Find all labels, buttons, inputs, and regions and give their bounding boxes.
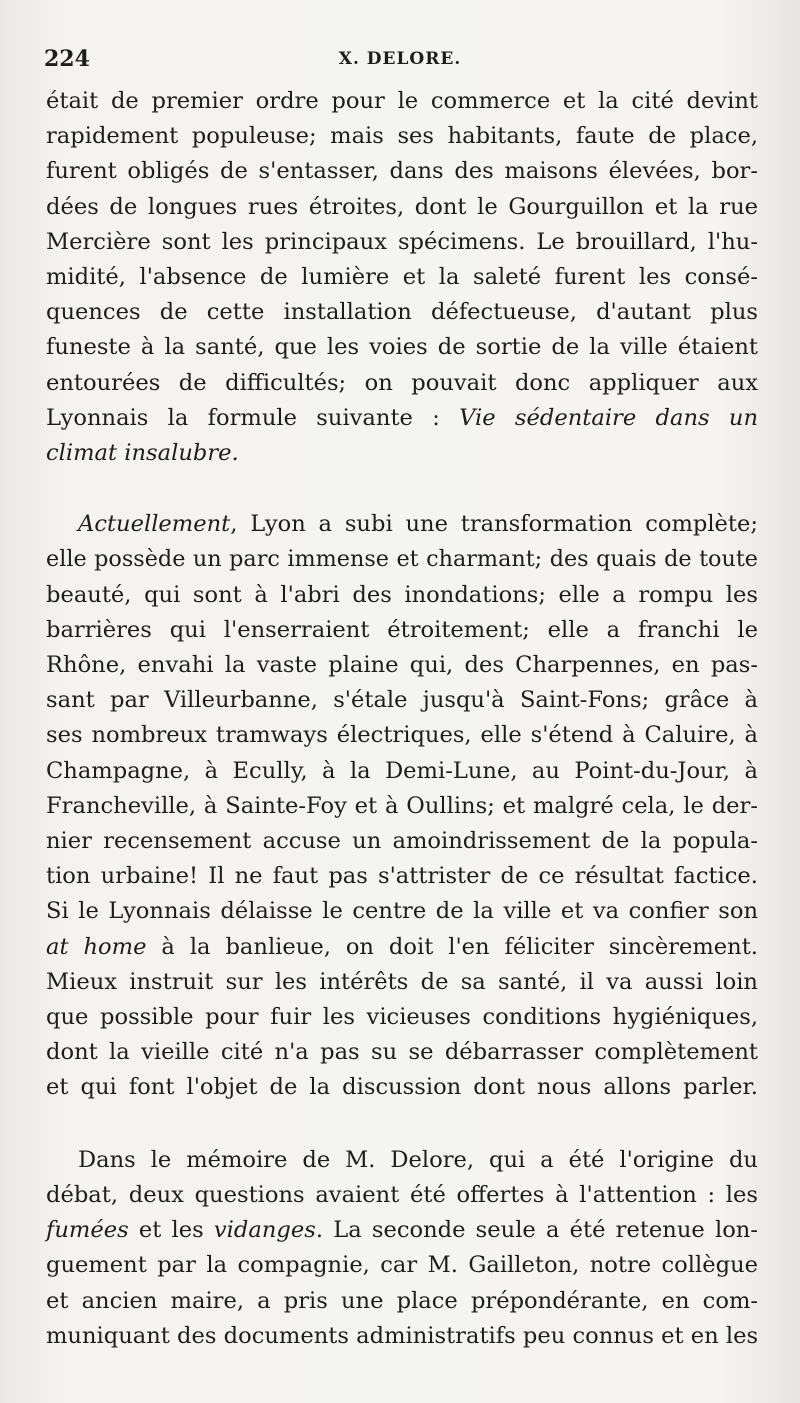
text-line: Mieux instruit sur les intérêts de sa santé, il va aussi loin bbox=[46, 968, 758, 995]
text-run: à la banlieue, on doit l'en féliciter sincèrement. bbox=[146, 933, 758, 960]
text-line: que possible pour fuir les vicieuses conditions hygiéniques, bbox=[46, 1004, 758, 1031]
paragraph-spacer bbox=[46, 1106, 758, 1143]
text-line: muniquant des documents administratifs peu connus et en les bbox=[46, 1322, 759, 1349]
text-line: était de premier ordre pour le commerce et la cité devint bbox=[46, 88, 758, 114]
text-line bbox=[46, 401, 758, 436]
text-line: barrières qui l'enserraient étroitement; elle a franchi le bbox=[46, 616, 758, 643]
text-line: nier recensement accuse un amoindrissement de la popula- bbox=[46, 828, 758, 855]
text-line: rapidement populeuse; mais ses habitants, faute de place, bbox=[46, 123, 758, 150]
text-line: funeste à la santé, que les voies de sortie de la ville étaient bbox=[46, 334, 758, 361]
text-run: , Lyon a subi une transformation complète; bbox=[230, 511, 758, 538]
paragraph-3 bbox=[46, 1143, 758, 1354]
text-line bbox=[46, 436, 758, 471]
text-line: Si le Lyonnais délaisse le centre de la ville et va confier son bbox=[46, 898, 758, 925]
text-line: Champagne, à Ecully, à la Demi-Lune, au Point-du-Jour, à bbox=[46, 757, 758, 784]
text-line: quences de cette installation défectueuse, d'autant plus bbox=[46, 299, 758, 326]
italic-phrase: climat insalubre. bbox=[46, 440, 239, 467]
text-line bbox=[46, 1213, 758, 1248]
paragraph-1 bbox=[46, 84, 758, 471]
paragraph-2 bbox=[46, 507, 758, 1105]
text-line bbox=[46, 507, 758, 542]
italic-phrase: fumées bbox=[46, 1217, 129, 1244]
text-line: Mercière sont les principaux spécimens. Le brouillard, l'hu- bbox=[46, 228, 758, 255]
text-run: . La seconde seule a été retenue lon- bbox=[315, 1217, 758, 1244]
italic-phrase: Actuellement bbox=[78, 511, 231, 538]
text-line: Francheville, à Sainte-Foy et à Oullins; et malgré cela, le der- bbox=[46, 792, 758, 819]
paragraph-spacer bbox=[46, 471, 758, 507]
text-line: débat, deux questions avaient été offertes à l'attention : les bbox=[46, 1181, 758, 1208]
text-line: dont la vieille cité n'a pas su se débarrasser complètement bbox=[46, 1039, 758, 1066]
text-line: beauté, qui sont à l'abri des inondations; elle a rompu les bbox=[46, 581, 758, 608]
text-line: midité, l'absence de lumière et la saleté furent les consé- bbox=[46, 264, 758, 291]
text-line: elle possède un parc immense et charmant; des quais de toute bbox=[46, 546, 758, 573]
text-line: sant par Villeurbanne, s'étale jusqu'à Saint-Fons; grâce à bbox=[46, 687, 758, 714]
text-line: furent obligés de s'entasser, dans des maisons élevées, bor- bbox=[46, 158, 758, 185]
text-line: et ancien maire, a pris une place prépondérante, en com- bbox=[46, 1287, 758, 1314]
page-body bbox=[46, 84, 758, 1354]
italic-phrase: at home bbox=[46, 933, 147, 960]
italic-phrase: vidanges bbox=[213, 1217, 316, 1244]
text-line bbox=[46, 930, 758, 965]
text-line: et qui font l'objet de la discussion dont nous allons parler. bbox=[46, 1074, 758, 1101]
text-line: tion urbaine! Il ne faut pas s'attrister de ce résultat factice. bbox=[46, 863, 758, 890]
text-run: Lyonnais la formule suivante : bbox=[46, 404, 460, 431]
text-line: dées de longues rues étroites, dont le Gourguillon et la rue bbox=[46, 193, 758, 220]
text-line: Rhône, envahi la vaste plaine qui, des Charpennes, en pas- bbox=[46, 652, 758, 679]
text-line: Dans le mémoire de M. Delore, qui a été l'origine du bbox=[78, 1146, 758, 1173]
italic-phrase: Vie sédentaire dans un bbox=[459, 404, 758, 431]
text-line: entourées de difficultés; on pouvait donc appliquer aux bbox=[46, 369, 758, 396]
text-run: et les bbox=[128, 1217, 214, 1244]
running-title: X. DELORE. bbox=[338, 49, 462, 69]
running-header bbox=[44, 44, 756, 74]
text-line: guement par la compagnie, car M. Gailleton, notre collègue bbox=[46, 1252, 758, 1279]
text-line: ses nombreux tramways électriques, elle s'étend à Caluire, à bbox=[46, 722, 758, 749]
page-number: 224 bbox=[44, 46, 90, 72]
